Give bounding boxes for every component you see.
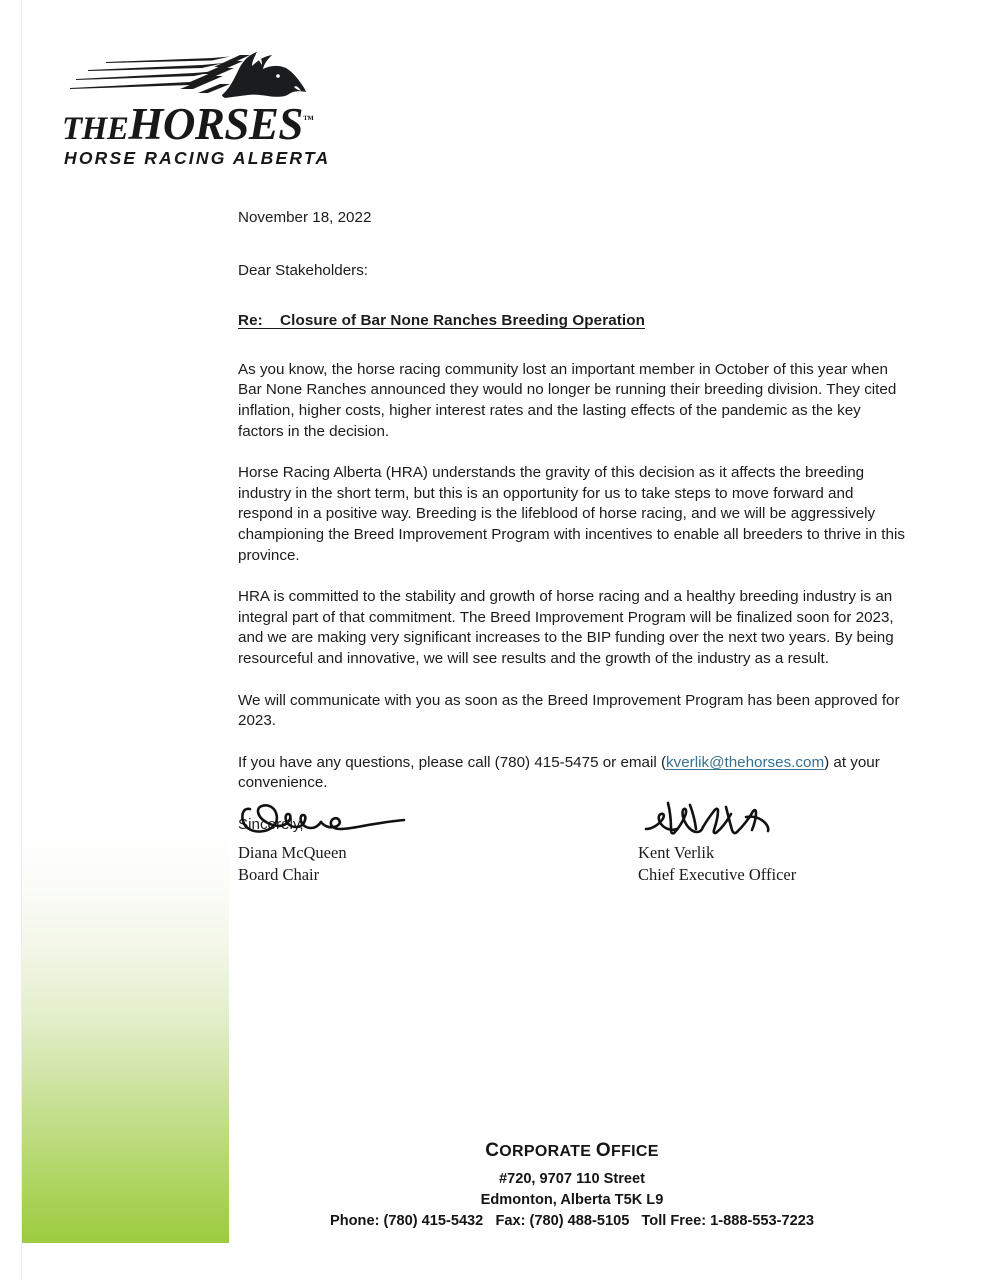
logo-wordmark [62,98,314,150]
footer-address-line-1: #720, 9707 110 Street [498,1171,646,1187]
letter-paragraph-3: HRA is committed to the stability and growth of horse racing and a healthy breeding industry is an integral part of that commitment. The Breed Improvement Program will be finalized soon for 2023, and we are making very significant increases to the BIP funding over the next two years. By being resourceful and innovative, we will see results and the growth of the industry as a result. [238,588,894,667]
signature-block-board-chair [238,795,438,884]
email-link[interactable]: kverlik@thehorses.com [666,753,825,771]
letter-paragraph-1: As you know, the horse racing community lost an important member in October of this year when Bar None Ranches announced they would no longer be running their breeding division. They cited inflation, higher costs, higher interest rates and the lasting effects of the pandemic as the key factors in the decision. [238,360,897,440]
signature-name-ceo: Kent Verlik [638,843,715,862]
letter-salutation: Dear Stakeholders: [238,261,369,279]
footer-title-cap-1: C [485,1140,500,1161]
green-gradient-panel [22,828,229,1243]
contact-text-after: ) at your convenience. [238,753,880,792]
logo-wordmark-horses: HORSES [128,99,303,149]
logo-tagline: HORSE RACING ALBERTA [64,148,331,168]
letter-paragraph-4: We will communicate with you as soon as the Breed Improvement Program has been approved for 2023. [238,691,900,730]
letter-subject-line: Re: Closure of Bar None Ranches Breeding Operation [238,312,645,330]
signature-diana-mcqueen [238,795,438,841]
footer-contact-line: Phone: (780) 415-5432 Fax: (780) 488-5105 Toll Free: 1-888-553-7223 [329,1213,814,1229]
signature-title-ceo: Chief Executive Officer [638,864,797,884]
letter-paragraph-2: Horse Racing Alberta (HRA) understands the gravity of this decision as it affects the breeding industry in the short term, but this is an opportunity for us to take steps to move forward and respond in a positive way. Breeding is the lifeblood of horse racing, and we will be aggressively championing the Breed Improvement Program with incentives to enable all breeders to thrive in this province. [238,464,905,564]
signature-kent-verlik [638,795,838,841]
contact-text-before: If you have any questions, please call (780) 415-5475 or email ( [238,753,667,771]
letter-date: November 18, 2022 [238,209,372,226]
trademark-symbol: ™ [302,114,314,126]
footer-title-rest-2: FFICE [611,1143,659,1160]
signature-title-board-chair: Board Chair [238,864,320,884]
letterhead-logo [62,48,331,168]
signature-name-board-chair: Diana McQueen [238,843,347,862]
logo-wordmark-the: THE [62,111,129,147]
signature-area [238,795,906,895]
footer-address-line-2: Edmonton, Alberta T5K L9 [480,1192,664,1208]
footer-title [238,1140,906,1162]
letter-closing: Sincerely, [238,815,304,833]
letter-contact-paragraph [238,753,906,794]
footer [238,1140,906,1232]
footer-title-rest-1: ORPORATE [499,1143,592,1160]
footer-title-cap-2: O [595,1140,612,1161]
signature-block-ceo [638,795,838,884]
letter-body [238,208,906,839]
